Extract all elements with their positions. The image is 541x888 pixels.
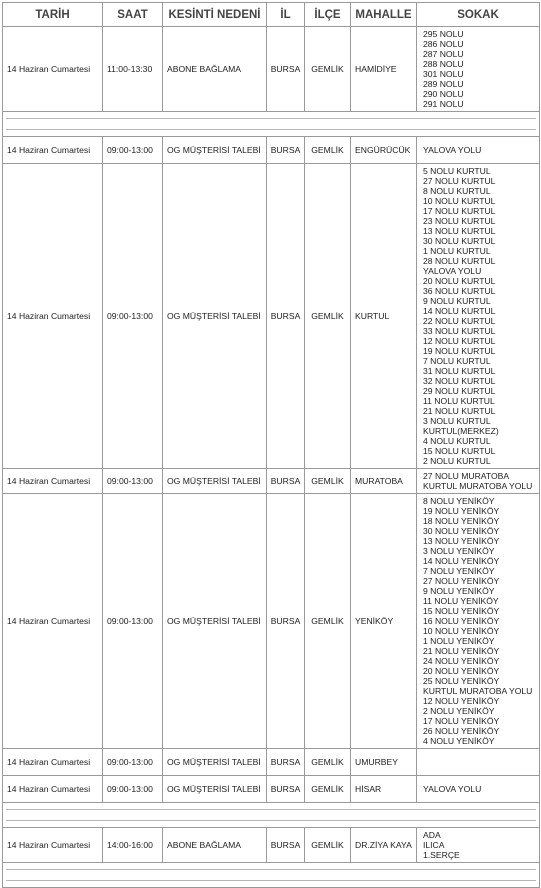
cell-sokak xyxy=(417,494,540,749)
header-saat: SAAT xyxy=(103,3,163,27)
cell-il: BURSA xyxy=(267,27,305,112)
separator-line xyxy=(6,809,536,821)
street-name: 15 NOLU YENİKÖY xyxy=(423,606,500,616)
street-name: 287 NOLU xyxy=(423,49,464,59)
outage-row xyxy=(3,469,540,494)
street-name: 8 NOLU YENİKÖY xyxy=(423,496,495,506)
cell-il: BURSA xyxy=(267,776,305,803)
cell-sokak xyxy=(417,749,540,776)
cell-reason: OG MÜŞTERİSİ TALEBİ xyxy=(163,137,267,164)
cell-time: 14:00-16:00 xyxy=(103,828,163,863)
street-name: 27 NOLU MURATOBA xyxy=(423,471,510,481)
cell-sokak xyxy=(417,164,540,469)
street-name: 13 NOLU YENİKÖY xyxy=(423,536,500,546)
separator-row xyxy=(3,863,540,888)
separator-line xyxy=(6,869,536,881)
cell-il: BURSA xyxy=(267,494,305,749)
street-name: YALOVA YOLU xyxy=(423,266,482,276)
street-name: ILICA xyxy=(423,840,445,850)
street-name: 14 NOLU KURTUL xyxy=(423,306,496,316)
street-name: 286 NOLU xyxy=(423,39,464,49)
street-name: 19 NOLU YENİKÖY xyxy=(423,506,500,516)
cell-time: 09:00-13:00 xyxy=(103,137,163,164)
street-name: 20 NOLU KURTUL xyxy=(423,276,496,286)
outage-row xyxy=(3,494,540,749)
outage-row xyxy=(3,776,540,803)
outage-row xyxy=(3,749,540,776)
street-name: 10 NOLU KURTUL xyxy=(423,196,496,206)
street-name: 27 NOLU KURTUL xyxy=(423,176,496,186)
street-name: 14 NOLU YENİKÖY xyxy=(423,556,500,566)
cell-date: 14 Haziran Cumartesi xyxy=(3,776,103,803)
cell-mahalle: KURTUL xyxy=(351,164,417,469)
cell-time: 09:00-13:00 xyxy=(103,776,163,803)
cell-sokak xyxy=(417,776,540,803)
street-name: 11 NOLU KURTUL xyxy=(423,396,495,406)
cell-ilce: GEMLİK xyxy=(305,469,351,494)
cell-reason: OG MÜŞTERİSİ TALEBİ xyxy=(163,776,267,803)
street-name: 4 NOLU YENİKÖY xyxy=(423,736,495,746)
street-name: 17 NOLU YENİKÖY xyxy=(423,716,500,726)
cell-mahalle: ENGÜRÜCÜK xyxy=(351,137,417,164)
street-name: 289 NOLU xyxy=(423,79,464,89)
cell-date: 14 Haziran Cumartesi xyxy=(3,494,103,749)
street-name: 1.SERÇE xyxy=(423,850,460,860)
cell-reason: OG MÜŞTERİSİ TALEBİ xyxy=(163,494,267,749)
cell-sokak xyxy=(417,137,540,164)
street-name: 12 NOLU KURTUL xyxy=(423,336,496,346)
cell-mahalle: MURATOBA xyxy=(351,469,417,494)
cell-date: 14 Haziran Cumartesi xyxy=(3,27,103,112)
street-name: 11 NOLU YENİKÖY xyxy=(423,596,499,606)
street-name: KURTUL MURATOBA YOLU xyxy=(423,686,533,696)
street-name: 25 NOLU YENİKÖY xyxy=(423,676,500,686)
cell-il: BURSA xyxy=(267,137,305,164)
cell-date: 14 Haziran Cumartesi xyxy=(3,749,103,776)
street-name: 31 NOLU KURTUL xyxy=(423,366,496,376)
separator-line xyxy=(6,118,536,130)
cell-reason: OG MÜŞTERİSİ TALEBİ xyxy=(163,164,267,469)
cell-sokak xyxy=(417,27,540,112)
cell-time: 11:00-13:30 xyxy=(103,27,163,112)
street-name: 290 NOLU xyxy=(423,89,464,99)
cell-ilce: GEMLİK xyxy=(305,494,351,749)
cell-reason: OG MÜŞTERİSİ TALEBİ xyxy=(163,749,267,776)
cell-ilce: GEMLİK xyxy=(305,749,351,776)
cell-time: 09:00-13:00 xyxy=(103,749,163,776)
street-name: 29 NOLU KURTUL xyxy=(423,386,496,396)
cell-il: BURSA xyxy=(267,749,305,776)
header-il: İL xyxy=(267,3,305,27)
street-name: 12 NOLU YENİKÖY xyxy=(423,696,500,706)
street-name: 301 NOLU xyxy=(423,69,464,79)
street-name: 10 NOLU YENİKÖY xyxy=(423,626,500,636)
cell-sokak xyxy=(417,469,540,494)
street-name: 28 NOLU KURTUL xyxy=(423,256,496,266)
street-name: 17 NOLU KURTUL xyxy=(423,206,496,216)
street-name: 1 NOLU KURTUL xyxy=(423,246,491,256)
cell-time: 09:00-13:00 xyxy=(103,494,163,749)
cell-reason: ABONE BAĞLAMA xyxy=(163,27,267,112)
outage-row xyxy=(3,828,540,863)
street-name: 9 NOLU KURTUL xyxy=(423,296,491,306)
cell-mahalle: YENİKÖY xyxy=(351,494,417,749)
header-mahalle: MAHALLE xyxy=(351,3,417,27)
street-name: 19 NOLU KURTUL xyxy=(423,346,496,356)
cell-ilce: GEMLİK xyxy=(305,137,351,164)
header-row xyxy=(3,3,540,27)
street-name: 20 NOLU YENİKÖY xyxy=(423,666,500,676)
street-name: 7 NOLU YENİKÖY xyxy=(423,566,495,576)
outage-table xyxy=(2,2,540,888)
street-name: 30 NOLU KURTUL xyxy=(423,236,496,246)
separator-cell xyxy=(3,112,540,137)
street-name: 18 NOLU YENİKÖY xyxy=(423,516,500,526)
cell-date: 14 Haziran Cumartesi xyxy=(3,164,103,469)
header-tarih: TARİH xyxy=(3,3,103,27)
header-sokak: SOKAK xyxy=(417,3,540,27)
street-name: 5 NOLU KURTUL xyxy=(423,166,491,176)
street-name: 16 NOLU YENİKÖY xyxy=(423,616,500,626)
cell-time: 09:00-13:00 xyxy=(103,469,163,494)
street-name: 21 NOLU YENİKÖY xyxy=(423,646,500,656)
outage-row xyxy=(3,137,540,164)
street-name: 3 NOLU YENİKÖY xyxy=(423,546,495,556)
cell-mahalle: HİSAR xyxy=(351,776,417,803)
cell-sokak xyxy=(417,828,540,863)
cell-time: 09:00-13:00 xyxy=(103,164,163,469)
separator-row xyxy=(3,112,540,137)
street-name: KURTUL(MERKEZ) xyxy=(423,426,499,436)
cell-ilce: GEMLİK xyxy=(305,164,351,469)
separator-cell xyxy=(3,803,540,828)
street-name: YALOVA YOLU xyxy=(423,784,482,794)
outage-row xyxy=(3,27,540,112)
street-name: 21 NOLU KURTUL xyxy=(423,406,496,416)
street-name: 291 NOLU xyxy=(423,99,464,109)
cell-ilce: GEMLİK xyxy=(305,776,351,803)
cell-reason: OG MÜŞTERİSİ TALEBİ xyxy=(163,469,267,494)
street-name: 295 NOLU xyxy=(423,29,464,39)
street-name: 7 NOLU KURTUL xyxy=(423,356,491,366)
cell-mahalle: DR.ZİYA KAYA xyxy=(351,828,417,863)
street-name: 2 NOLU KURTUL xyxy=(423,456,491,466)
cell-il: BURSA xyxy=(267,828,305,863)
street-name: 23 NOLU KURTUL xyxy=(423,216,496,226)
outage-row xyxy=(3,164,540,469)
street-name: 4 NOLU KURTUL xyxy=(423,436,491,446)
header-ilce: İLÇE xyxy=(305,3,351,27)
cell-date: 14 Haziran Cumartesi xyxy=(3,469,103,494)
street-name: 1 NOLU YENİKÖY xyxy=(423,636,495,646)
street-name: 9 NOLU YENİKÖY xyxy=(423,586,495,596)
separator-cell xyxy=(3,863,540,888)
cell-date: 14 Haziran Cumartesi xyxy=(3,828,103,863)
street-name: 13 NOLU KURTUL xyxy=(423,226,496,236)
cell-ilce: GEMLİK xyxy=(305,27,351,112)
street-name: 30 NOLU YENİKÖY xyxy=(423,526,500,536)
street-name: 26 NOLU YENİKÖY xyxy=(423,726,500,736)
street-name: 36 NOLU KURTUL xyxy=(423,286,496,296)
street-name: 24 NOLU YENİKÖY xyxy=(423,656,500,666)
street-name: 2 NOLU YENİKÖY xyxy=(423,706,495,716)
cell-ilce: GEMLİK xyxy=(305,828,351,863)
street-name: 8 NOLU KURTUL xyxy=(423,186,491,196)
separator-row xyxy=(3,803,540,828)
street-name: 33 NOLU KURTUL xyxy=(423,326,496,336)
cell-mahalle: HAMİDİYE xyxy=(351,27,417,112)
cell-reason: ABONE BAĞLAMA xyxy=(163,828,267,863)
street-name: KURTUL MURATOBA YOLU xyxy=(423,481,533,491)
street-name: 22 NOLU KURTUL xyxy=(423,316,496,326)
cell-date: 14 Haziran Cumartesi xyxy=(3,137,103,164)
street-name: 15 NOLU KURTUL xyxy=(423,446,496,456)
street-name: ADA xyxy=(423,830,441,840)
cell-il: BURSA xyxy=(267,469,305,494)
street-name: YALOVA YOLU xyxy=(423,145,482,155)
street-name: 32 NOLU KURTUL xyxy=(423,376,496,386)
street-name: 27 NOLU YENİKÖY xyxy=(423,576,500,586)
cell-mahalle: UMURBEY xyxy=(351,749,417,776)
street-name: 3 NOLU KURTUL xyxy=(423,416,491,426)
cell-il: BURSA xyxy=(267,164,305,469)
header-kesinti-nedeni: KESİNTİ NEDENİ xyxy=(163,3,267,27)
street-name: 288 NOLU xyxy=(423,59,464,69)
